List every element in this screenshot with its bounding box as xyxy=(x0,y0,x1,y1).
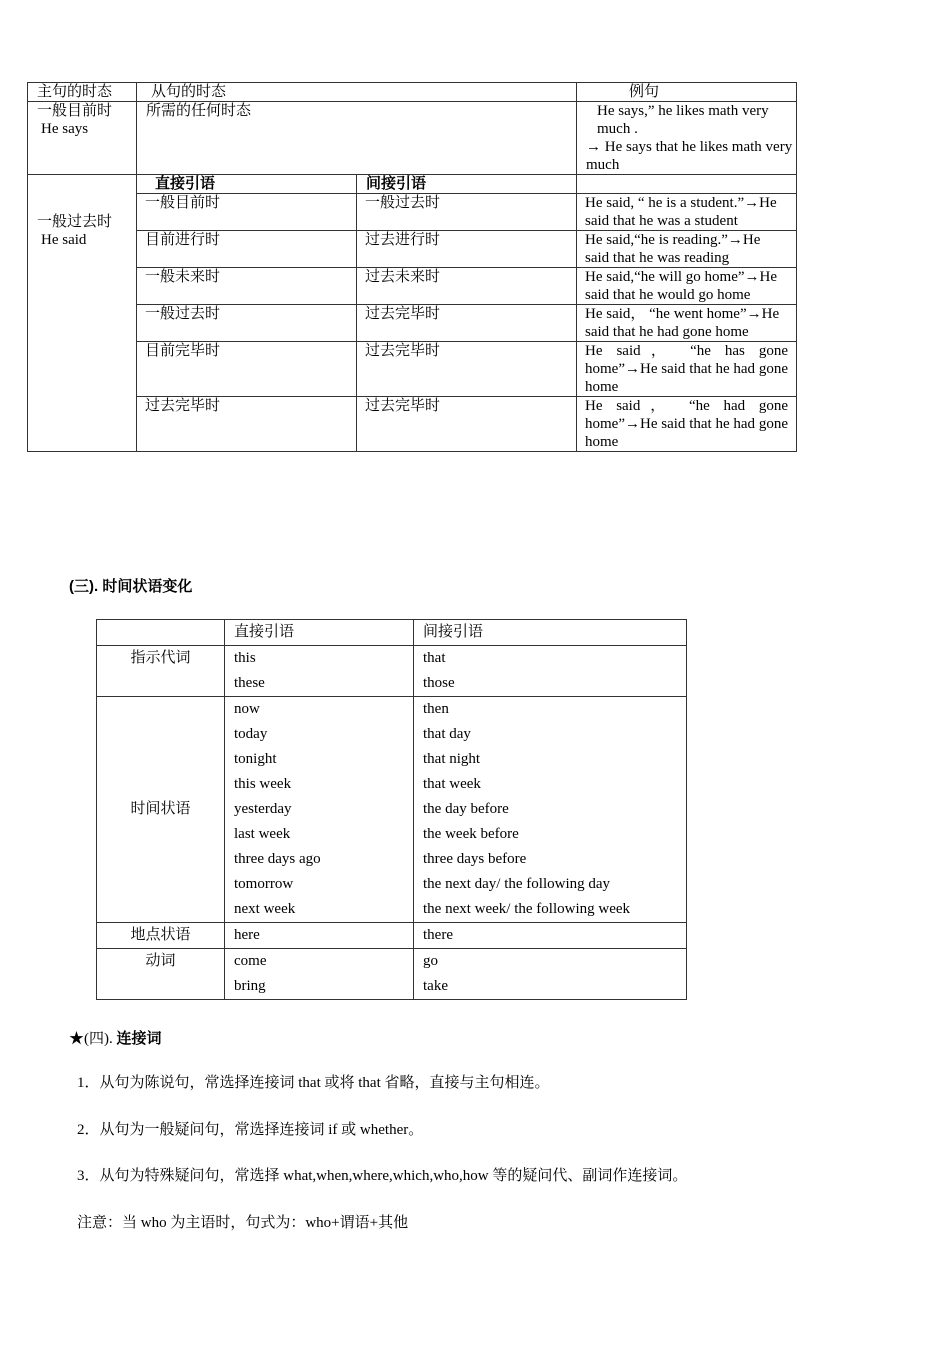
subheader-empty xyxy=(577,175,797,194)
direct-word: tomorrow xyxy=(234,876,294,892)
direct-word: bring xyxy=(234,978,266,994)
arrow-right-icon: → xyxy=(624,416,640,432)
section-4-title-text: 连接词 xyxy=(116,1030,162,1047)
tense-example: He said,“he will go home”→He said that he would go home xyxy=(577,268,797,305)
direct-word: yesterday xyxy=(234,801,292,817)
example-direct: He says,” he likes math very much . xyxy=(597,103,769,137)
indirect-word: three days before xyxy=(423,851,527,867)
direct-cell xyxy=(225,646,414,697)
clause-tense-any-cell xyxy=(137,102,577,175)
direct-tense: 目前进行时 xyxy=(137,231,357,268)
category-label: 动词 xyxy=(97,949,225,1000)
direct-cell xyxy=(225,949,414,1000)
arrow-right-icon: → xyxy=(746,306,762,322)
adverbial-table xyxy=(96,619,687,1000)
tense-example: He said， “he went home”→He said that he had gone home xyxy=(577,305,797,342)
indirect-cell xyxy=(414,646,687,697)
main-tense-present-example: He says xyxy=(41,121,89,137)
main-tense-past-cell xyxy=(28,175,137,452)
tense-mapping-row xyxy=(28,194,797,231)
group-place-adverbial xyxy=(97,923,687,949)
direct-word: these xyxy=(234,675,265,691)
indirect-word: that day xyxy=(423,726,471,742)
subheader-indirect: 间接引语 xyxy=(357,175,577,194)
group-time-adverbial xyxy=(97,697,687,923)
tense-mapping-row xyxy=(28,342,797,397)
header-direct: 直接引语 xyxy=(225,620,414,646)
tense-row-past-subheader xyxy=(28,175,797,194)
indirect-word: go xyxy=(423,953,438,969)
conjunction-rule-3: 3．从句为特殊疑问句，常选择 what,when,where,which,who,how 等的疑问代、副词作连接词。 xyxy=(77,1168,688,1184)
indirect-tense: 过去未来时 xyxy=(357,268,577,305)
direct-word: next week xyxy=(234,901,296,917)
direct-word: three days ago xyxy=(234,851,321,867)
direct-word: now xyxy=(234,701,260,717)
direct-tense: 过去完毕时 xyxy=(137,397,357,452)
main-tense-present: 一般目前时 xyxy=(37,103,113,119)
arrow-right-icon: → xyxy=(744,269,760,285)
indirect-tense: 过去进行时 xyxy=(357,231,577,268)
section-4-title xyxy=(69,1027,162,1048)
direct-tense: 一般目前时 xyxy=(137,194,357,231)
direct-tense: 一般未来时 xyxy=(137,268,357,305)
indirect-word: the next day/ the following day xyxy=(423,876,611,892)
indirect-cell xyxy=(414,949,687,1000)
indirect-tense: 过去完毕时 xyxy=(357,397,577,452)
indirect-word: the day before xyxy=(423,801,509,817)
star-icon: ★ xyxy=(69,1031,85,1047)
tense-table xyxy=(27,82,797,452)
direct-tense: 目前完毕时 xyxy=(137,342,357,397)
direct-word: this xyxy=(234,650,256,666)
arrow-right-icon: → xyxy=(624,361,640,377)
category-label: 指示代词 xyxy=(97,646,225,697)
example-present-cell xyxy=(577,102,797,175)
section-3-title: (三). 时间状语变化 xyxy=(69,578,193,595)
indirect-word: the next week/ the following week xyxy=(423,901,631,917)
tense-mapping-row xyxy=(28,268,797,305)
tense-mapping-row xyxy=(28,231,797,268)
indirect-word: that night xyxy=(423,751,481,767)
tense-example: He said,“he is reading.”→He said that he was reading xyxy=(577,231,797,268)
direct-word: this week xyxy=(234,776,292,792)
tense-example: He said， “he had gone home”→He said that he had gone home xyxy=(577,397,797,452)
tense-row-present xyxy=(28,102,797,175)
direct-word: today xyxy=(234,726,268,742)
indirect-tense: 过去完毕时 xyxy=(357,342,577,397)
indirect-word: those xyxy=(423,675,455,691)
direct-tense: 一般过去时 xyxy=(137,305,357,342)
indirect-word: that week xyxy=(423,776,481,792)
section-4-prefix: (四). xyxy=(84,1031,117,1047)
category-label: 地点状语 xyxy=(97,923,225,949)
main-tense-past: 一般过去时 xyxy=(37,214,113,230)
arrow-right-icon: → xyxy=(744,195,760,211)
indirect-tense: 过去完毕时 xyxy=(357,305,577,342)
indirect-cell xyxy=(414,923,687,949)
subheader-direct: 直接引语 xyxy=(137,175,357,194)
conjunction-note: 注意：当 who 为主语时，句式为：who+谓语+其他 xyxy=(77,1215,409,1231)
group-demonstrative xyxy=(97,646,687,697)
header-clause-tense: 从句的时态 xyxy=(137,83,577,102)
direct-word: tonight xyxy=(234,751,277,767)
direct-cell xyxy=(225,923,414,949)
conjunction-rule-1: 1．从句为陈说句，常选择连接词 that 或将 that 省略，直接与主句相连。 xyxy=(77,1075,550,1091)
direct-word: come xyxy=(234,953,267,969)
arrow-right-icon: → xyxy=(586,139,601,155)
tense-table-header-row xyxy=(28,83,797,102)
indirect-tense: 一般过去时 xyxy=(357,194,577,231)
tense-mapping-row xyxy=(28,305,797,342)
tense-example: He said, “ he is a student.”→He said that he was a student xyxy=(577,194,797,231)
example-indirect: → He says that he likes math very much xyxy=(586,139,793,173)
conjunction-rule-2: 2．从句为一般疑问句，常选择连接词 if 或 whether。 xyxy=(77,1122,424,1138)
main-tense-present-cell xyxy=(28,102,137,175)
clause-tense-any: 所需的任何时态 xyxy=(146,103,252,119)
indirect-cell xyxy=(414,697,687,923)
tense-example: He said， “he has gone home”→He said that he had gone home xyxy=(577,342,797,397)
arrow-right-icon: → xyxy=(727,232,743,248)
category-label: 时间状语 xyxy=(97,697,225,923)
direct-word: last week xyxy=(234,826,291,842)
group-verb xyxy=(97,949,687,1000)
main-tense-past-example: He said xyxy=(41,232,87,248)
indirect-word: that xyxy=(423,650,446,666)
indirect-word: then xyxy=(423,701,449,717)
adverbial-table-header-row xyxy=(97,620,687,646)
indirect-word: the week before xyxy=(423,826,519,842)
indirect-word: take xyxy=(423,978,448,994)
header-main-tense: 主句的时态 xyxy=(28,83,137,102)
direct-word: here xyxy=(234,927,260,943)
header-empty xyxy=(97,620,225,646)
header-indirect: 间接引语 xyxy=(414,620,687,646)
header-example: 例句 xyxy=(577,83,797,102)
direct-cell xyxy=(225,697,414,923)
indirect-word: there xyxy=(423,927,453,943)
tense-mapping-row xyxy=(28,397,797,452)
